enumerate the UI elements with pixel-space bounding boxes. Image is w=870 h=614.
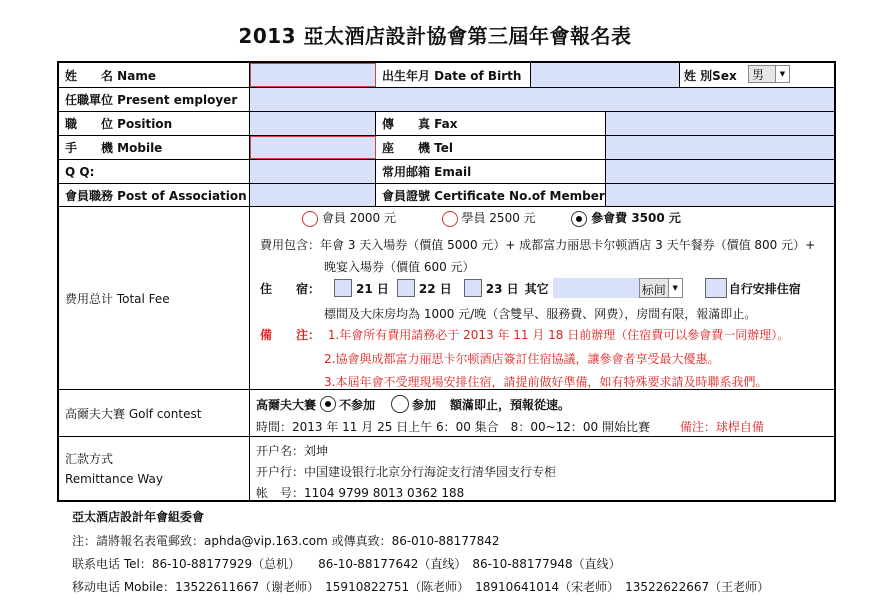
room-price-text: 標間及大床房均為 1000 元/晚（含雙早、服務費、网费），房間有限，報滿即止。	[324, 307, 757, 321]
other-label: 其它	[524, 281, 549, 296]
remittance-content	[250, 437, 834, 502]
remittance-label-cn: 汇款方式	[65, 452, 114, 466]
day23-label: 23 日	[485, 281, 519, 296]
note-label: 備 注：	[260, 328, 321, 342]
remittance-label-en: Remittance Way	[65, 472, 163, 486]
post-label: 會員職務 Post of Association	[59, 184, 250, 206]
employer-label: 任職單位 Present employer	[59, 88, 250, 111]
room-type-select[interactable]	[639, 278, 683, 298]
option-attendee-label: 參會費 3500 元	[591, 211, 681, 225]
checkbox-day23[interactable]	[464, 279, 482, 297]
fax-label: 傳 真 Fax	[376, 112, 606, 135]
submit-note: 注：請將報名表電郵致：aphda@vip.163.com 或傳真致：86-010-88177842	[72, 534, 500, 548]
golf-title: 高爾夫大賽	[256, 397, 317, 412]
day21-label: 21 日	[356, 281, 389, 296]
sex-select[interactable]	[748, 65, 790, 83]
dob-input[interactable]	[531, 63, 680, 87]
organizer-name: 亞太酒店設計年會組委會	[72, 510, 205, 524]
checkbox-day21[interactable]	[334, 279, 352, 297]
cert-input[interactable]	[606, 184, 834, 206]
cert-label: 會員證號 Certificate No.of Member	[376, 184, 606, 206]
golf-content	[250, 390, 834, 436]
account-number: 帐 号：1104 9799 8013 0362 188	[256, 486, 465, 500]
name-label: 姓 名 Name	[59, 63, 250, 87]
golf-label: 高爾夫大賽 Golf contest	[59, 390, 250, 436]
employer-input[interactable]	[250, 88, 834, 111]
golf-note-text: 備注：球桿自備	[679, 420, 764, 434]
contact-tel: 联系电话 Tel：86-10-88177929（总机） 86-10-88177642（直线） 86-10-88177948（直线）	[72, 557, 621, 571]
name-input[interactable]	[250, 63, 376, 87]
radio-golf-no[interactable]	[320, 396, 336, 412]
golf-no-label: 不参加	[339, 397, 376, 412]
day22-label: 22 日	[418, 281, 452, 296]
registration-form	[57, 61, 836, 502]
tel-input[interactable]	[606, 136, 834, 159]
row-employer	[59, 88, 834, 112]
form-title: 2013 亞太酒店設計協會第三屆年會報名表	[238, 24, 632, 48]
position-label: 職 位 Position	[59, 112, 250, 135]
row-mobile	[59, 136, 834, 160]
room-type-value: 标间	[641, 283, 666, 297]
note-3: 3.本屆年會不受理現場安排住宿，請提前做好準備，如有特殊要求請及時聯系我們。	[324, 375, 768, 389]
dob-label: 出生年月 Date of Birth	[376, 63, 531, 87]
mobile-input[interactable]	[250, 136, 376, 159]
sex-select-value: 男	[752, 67, 765, 82]
email-label: 常用邮箱 Email	[376, 160, 606, 183]
golf-time-text: 時間：2013 年 11 月 25 日上午 6：00 集合 8：00~12：00 開始比賽	[256, 420, 650, 434]
radio-student[interactable]	[442, 211, 458, 227]
remittance-label	[59, 437, 250, 502]
contact-mobile: 移动电话 Mobile：13522611667（谢老师） 15910822751（陈老师） 18910641014（宋老师） 13522622667（王老师）	[72, 580, 770, 594]
row-fee	[59, 207, 834, 390]
account-name: 开户名：刘坤	[256, 444, 329, 458]
lodging-label: 住 宿：	[260, 281, 321, 296]
email-input[interactable]	[606, 160, 834, 183]
qq-input[interactable]	[250, 160, 376, 183]
chevron-down-icon[interactable]: ▼	[775, 66, 789, 82]
fee-content	[250, 207, 834, 389]
fax-input[interactable]	[606, 112, 834, 135]
radio-golf-yes[interactable]	[391, 395, 409, 413]
radio-attendee[interactable]	[571, 211, 587, 227]
fee-includes-1: 費用包含：年會 3 天入場券（價值 5000 元）+ 成都富力丽思卡尔顿酒店 3 天午餐券（價值 800 元）+	[260, 238, 816, 252]
row-position	[59, 112, 834, 136]
checkbox-day22[interactable]	[397, 279, 415, 297]
golf-yes-label: 参加	[412, 397, 437, 412]
checkbox-self-arrange[interactable]	[705, 278, 727, 298]
self-arrange-label: 自行安排住宿	[728, 281, 801, 296]
golf-limit-text: 額滿即止，預報從速。	[450, 397, 571, 412]
option-student-label: 學員 2500 元	[461, 211, 536, 225]
sex-label: 姓 別Sex	[684, 68, 737, 83]
row-qq	[59, 160, 834, 184]
other-input[interactable]	[553, 278, 639, 298]
option-member-label: 會員 2000 元	[321, 211, 396, 225]
mobile-label: 手 機 Mobile	[59, 136, 250, 159]
note-2: 2.協會與成都富力丽思卡尔顿酒店簽訂住宿協議，讓參會者享受最大優惠。	[324, 352, 720, 366]
post-input[interactable]	[250, 184, 376, 206]
row-golf	[59, 390, 834, 437]
position-input[interactable]	[250, 112, 376, 135]
chevron-down-icon[interactable]: ▼	[668, 279, 682, 297]
row-name	[59, 63, 834, 88]
fee-includes-2: 晚宴入場券（價值 600 元）	[324, 260, 475, 274]
bank-name: 开户行：中国建设银行北京分行海淀支行清华园支行专柜	[256, 465, 557, 479]
row-remittance	[59, 437, 834, 502]
radio-member[interactable]	[302, 211, 318, 227]
row-post	[59, 184, 834, 207]
qq-label: Q Q:	[59, 160, 250, 183]
fee-label: 费用总计 Total Fee	[59, 207, 250, 389]
tel-label: 座 機 Tel	[376, 136, 606, 159]
note-1: 1.年會所有費用請務必于 2013 年 11 月 18 日前辦理（住宿費可以參會費一同辦理）。	[327, 328, 790, 342]
